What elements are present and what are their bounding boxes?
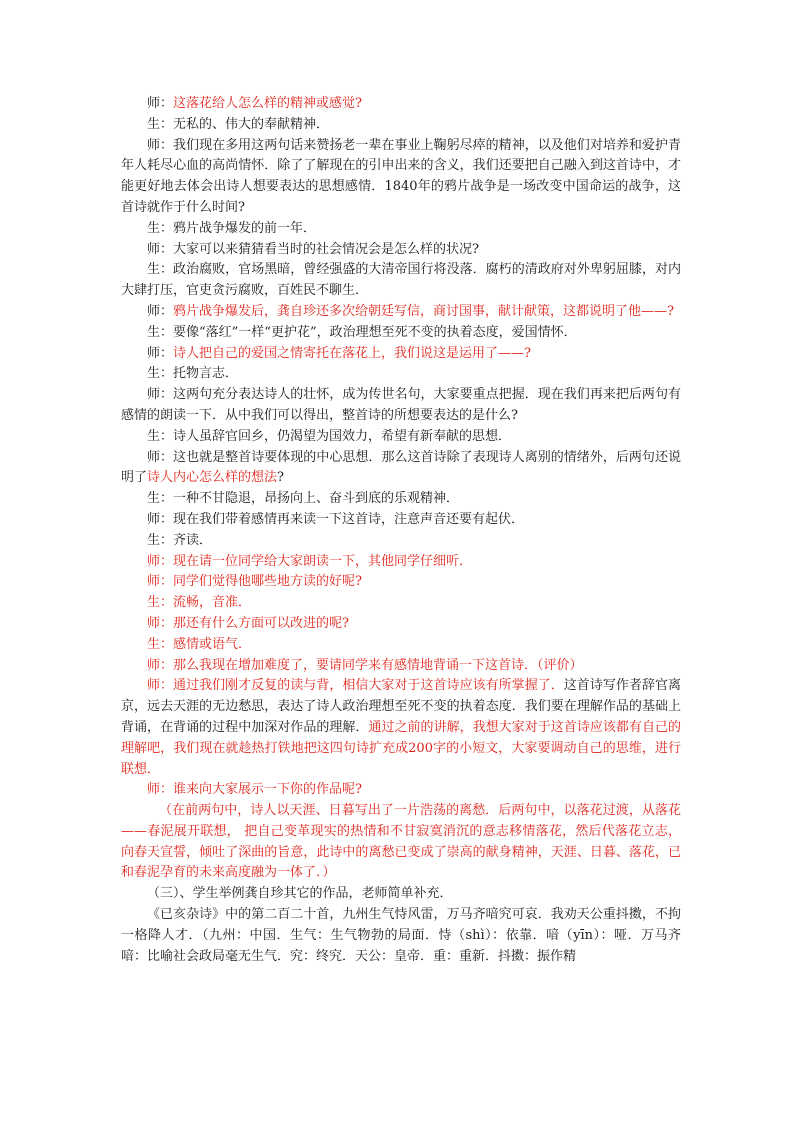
body-text: 师： — [147, 96, 174, 111]
body-text: 生：诗人虽辞官回乡，仍渴望为国效力，希望有新奉献的思想． — [147, 428, 512, 444]
paragraph — [121, 385, 681, 427]
paragraph — [121, 240, 681, 261]
paragraph — [121, 656, 681, 677]
body-text: 师：大家可以来猜猜看当时的社会情况会是怎么样的状况? — [147, 241, 479, 257]
highlighted-text: 生：感情或语气． — [147, 636, 252, 652]
highlighted-text: 师：通过我们刚才反复的读与背，相信大家对于这首诗应该有所掌握了． — [147, 678, 564, 694]
paragraph — [121, 593, 681, 614]
paragraph — [121, 572, 681, 593]
body-text: 生：无私的、伟大的奉献精神． — [147, 116, 330, 132]
paragraph — [121, 94, 681, 115]
body-text: 师：这也就是整首诗要体现的中心思想．那么这首诗除了表现诗人离别的情绪外，后两句还说明了 — [121, 449, 681, 486]
paragraph — [121, 427, 681, 448]
paragraph — [121, 801, 681, 884]
paragraph — [121, 344, 681, 365]
paragraph — [121, 323, 681, 344]
document-page — [121, 94, 681, 967]
body-text: 《已亥杂诗》中的第二百二十首，九州生气恃风雷，万马齐喑究可哀．我劝天公重抖擞，不拘一格降人才．（九州：中国．生气：生气物勃的局面．恃（shì）：依靠．喑（yīn）：哑．万马齐喑：比喻社会政局毫无生气．究：终究．天公：皇帝．重：重新．抖擞：振作精 — [121, 907, 681, 964]
paragraph — [121, 635, 681, 656]
body-text: 生：齐读． — [147, 532, 213, 548]
body-text: 这首诗写作者辞官离京，远去天涯的无边愁思，表达了诗人政治理想至死不变的执着态度．我们要在理解作品的基础上背诵，在背诵的过程中加深对作品的理解． — [121, 678, 681, 735]
paragraph — [121, 510, 681, 531]
paragraph — [121, 531, 681, 552]
highlighted-text: 鸦片战争爆发后，龚自珍还多次给朝廷写信，商讨国事，献计献策，这都说明了他——? — [173, 303, 674, 319]
body-text: 师：我们现在多用这两句话来赞扬老一辈在事业上鞠躬尽瘁的精神，以及他们对培养和爱护青年人耗尽心血的高尚情怀．除了了解现在的引申出来的含义，我们还要把自己融入到这首诗中，才能更好地去体会出诗人想要表达的思想感情．1840年的鸦片战争是一场改变中国命运的战争，这首诗就作于什么时间? — [121, 137, 681, 215]
paragraph — [121, 884, 681, 905]
highlighted-text: 师：同学们觉得他哪些地方读的好呢? — [147, 574, 362, 590]
highlighted-text: 师：那还有什么方面可以改进的呢? — [147, 615, 349, 631]
highlighted-text: 诗人内心怎么样的想法 — [147, 470, 278, 486]
body-text: 生：一种不甘隐退，昂扬向上、奋斗到底的乐观精神． — [147, 491, 460, 507]
body-text: 生：政治腐败，官场黑暗，曾经强盛的大清帝国行将没落．腐朽的清政府对外卑躬屈膝，对内大肆打压，官吏贪污腐败，百姓民不聊生． — [121, 262, 681, 299]
paragraph — [121, 136, 681, 219]
body-text: 生：鸦片战争爆发的前一年． — [147, 220, 317, 236]
paragraph — [121, 260, 681, 302]
highlighted-text: （在前两句中，诗人以天涯、日暮写出了一片浩荡的离愁．后两句中，以落花过渡，从落花——春泥展开联想， 把自己变革现实的热情和不甘寂寞消沉的意志移情落花，然后代落花立志，向春天宣誓，倾吐了深曲的旨意，此诗中的离愁已变成了崇高的献身精神，天涯、日暮、落花，已和春泥孕育的未来高度融为一体了．） — [121, 803, 681, 881]
paragraph — [121, 219, 681, 240]
body-text: 生：要像“落红”一样“更护花”，政治理想至死不变的执着态度，爱国情怀． — [147, 324, 577, 340]
body-text: （三）、学生举例龚自珍其它的作品，老师简单补充． — [147, 886, 453, 902]
paragraph — [121, 780, 681, 801]
highlighted-text: 通过之前的讲解，我想大家对于这首诗应该都有自己的理解吧，我们现在就趁热打铁地把这四句诗扩充成200字的小短文，大家要调动自己的思维，进行联想． — [121, 719, 681, 777]
highlighted-text: 师：谁来向大家展示一下你的作品呢? — [147, 782, 362, 798]
body-text: 师： — [147, 303, 174, 319]
body-text: 生：托物言志． — [147, 366, 239, 382]
paragraph — [121, 614, 681, 635]
highlighted-text: 这落花给人怎么样的精神或感觉? — [173, 96, 362, 111]
paragraph — [121, 364, 681, 385]
body-text: ? — [277, 470, 285, 486]
highlighted-text: 诗人把自己的爱国之情寄托在落花上，我们说这是运用了——? — [173, 345, 531, 361]
highlighted-text: 师：那么我现在增加难度了，要请同学来有感情地背诵一下这首诗．（评价） — [147, 657, 583, 673]
paragraph — [121, 115, 681, 136]
paragraph — [121, 676, 681, 780]
highlighted-text: 师：现在请一位同学给大家朗读一下，其他同学仔细听． — [147, 553, 473, 569]
paragraph — [121, 905, 681, 967]
paragraph — [121, 489, 681, 510]
paragraph — [121, 448, 681, 490]
body-text: 师：这两句充分表达诗人的壮怀，成为传世名句，大家要重点把握．现在我们再来把后两句有感情的朗读一下．从中我们可以得出，整首诗的所想要表达的是什么? — [121, 387, 681, 423]
body-text: 师： — [147, 345, 174, 361]
body-text: 师：现在我们带着感情再来读一下这首诗，注意声音还要有起伏． — [147, 511, 525, 527]
paragraph — [121, 552, 681, 573]
highlighted-text: 生：流畅，音准． — [147, 595, 252, 611]
paragraph — [121, 302, 681, 323]
